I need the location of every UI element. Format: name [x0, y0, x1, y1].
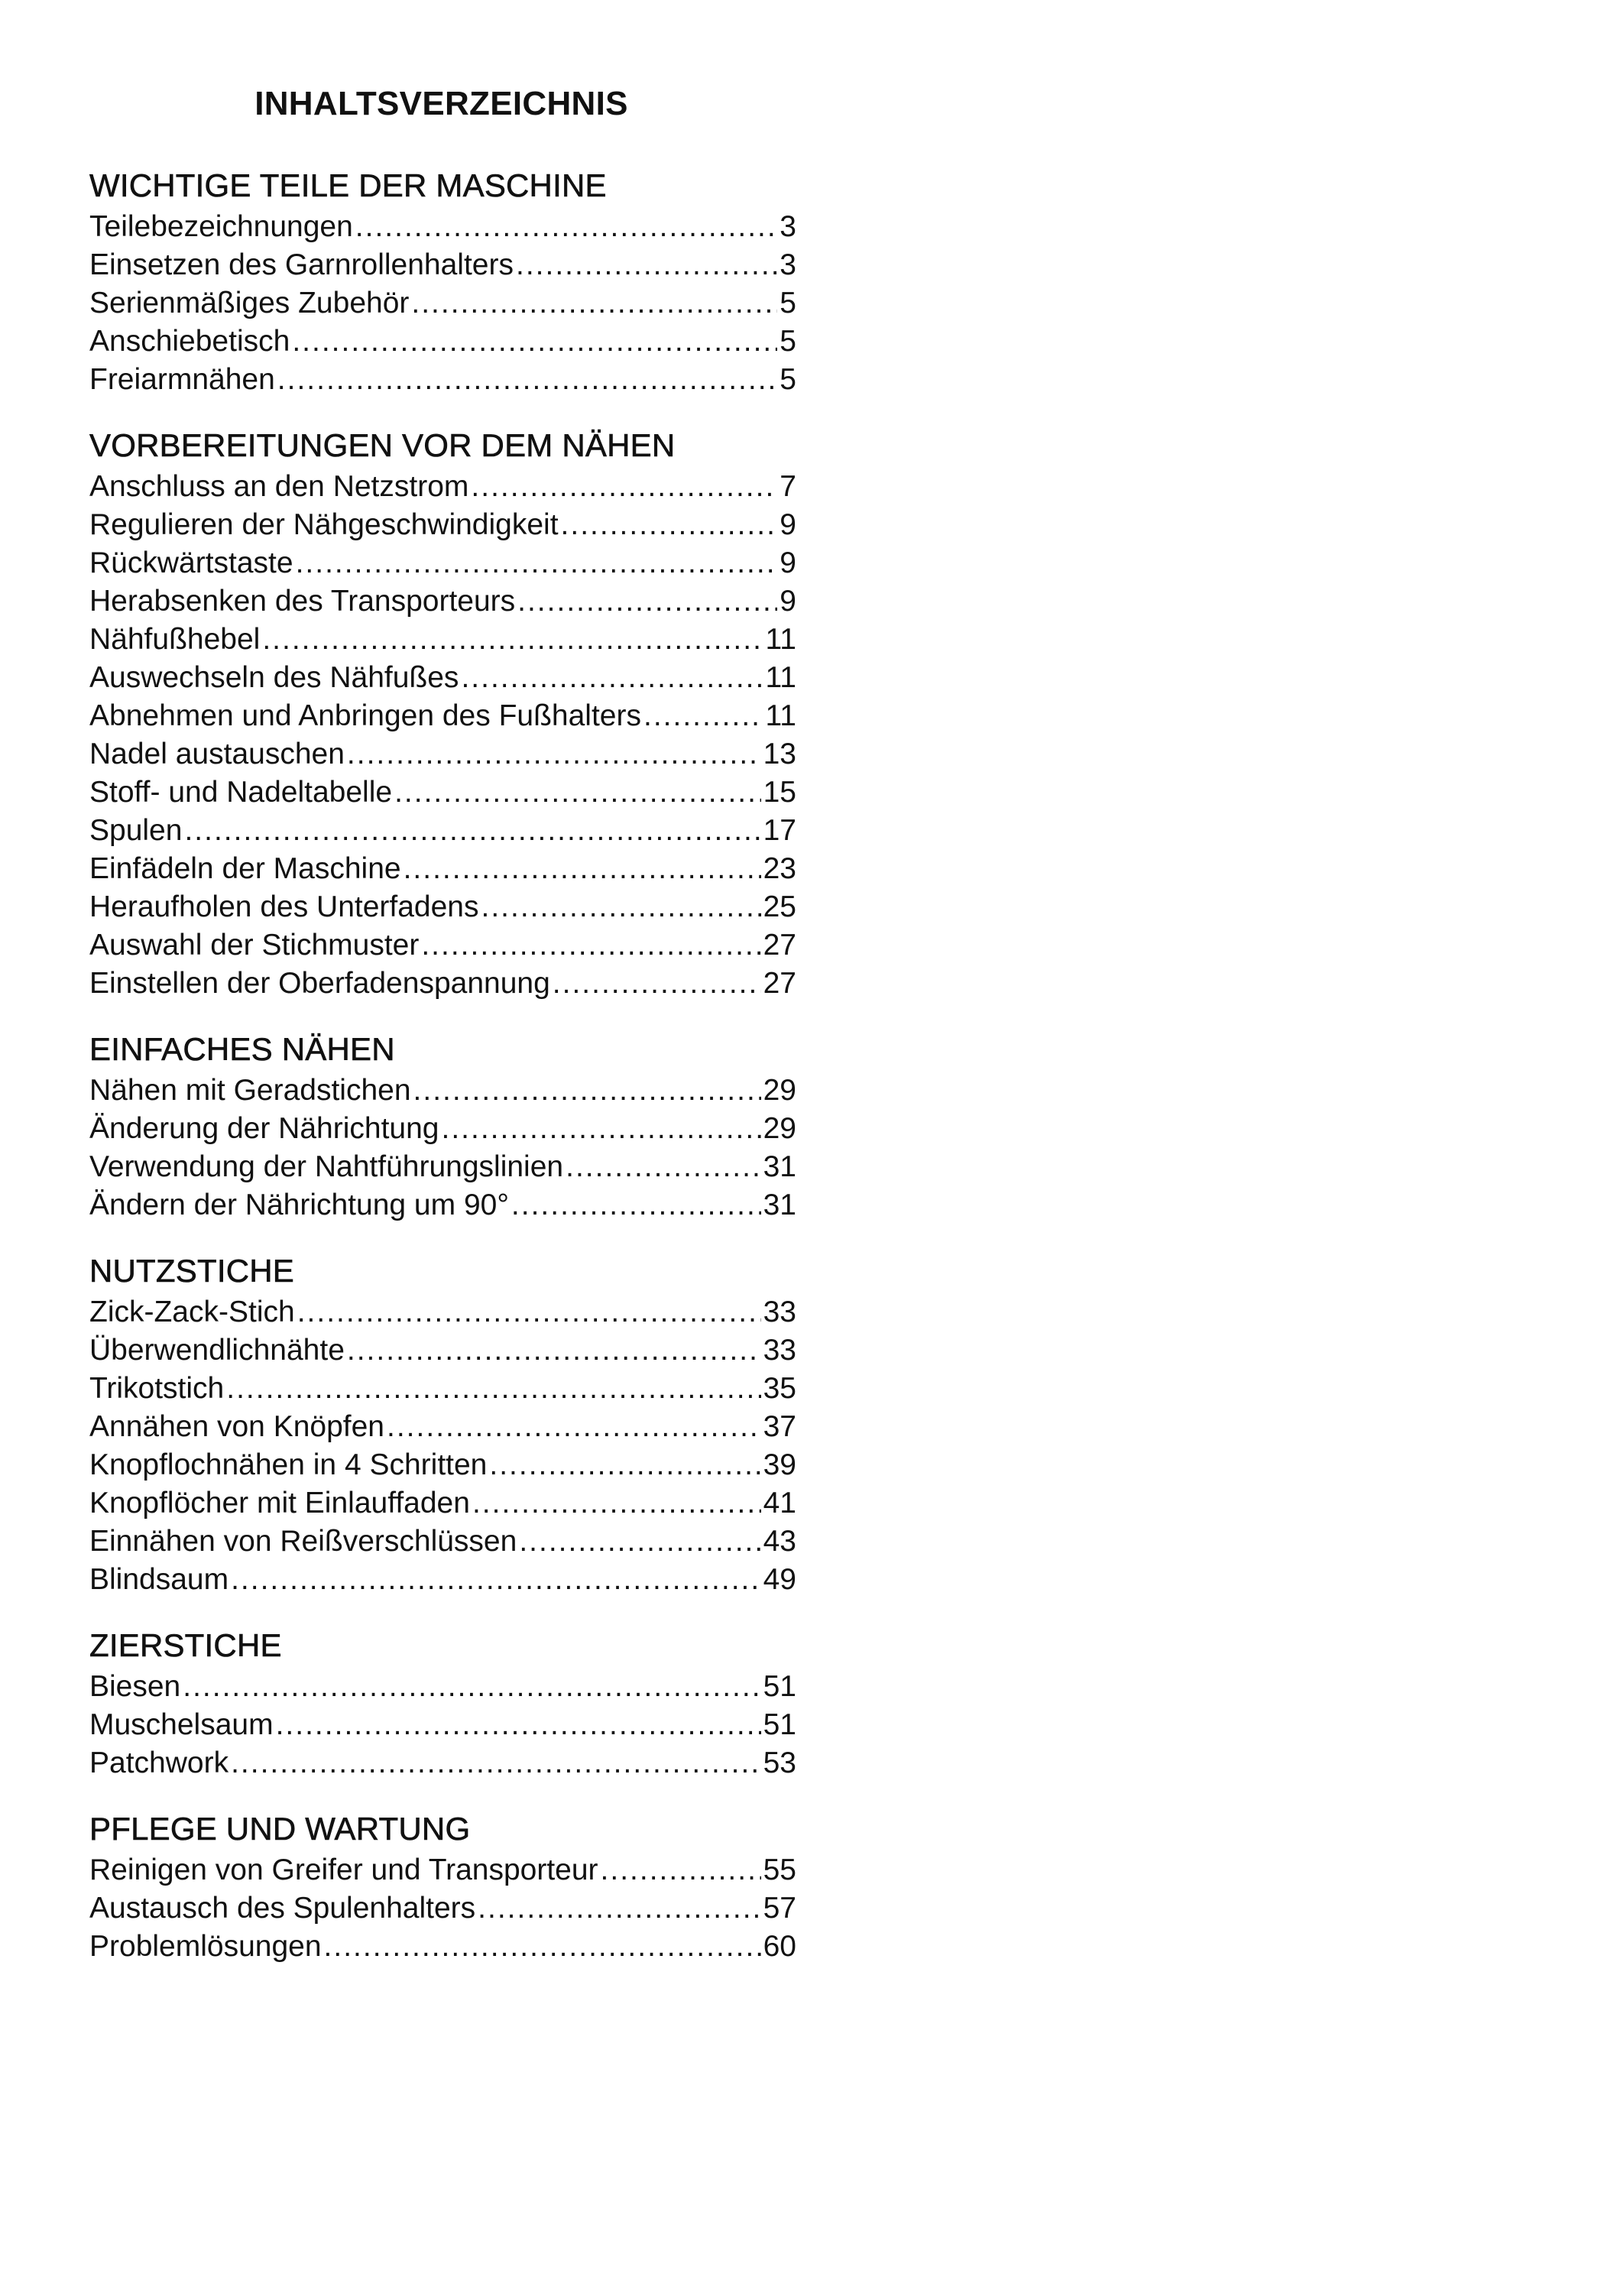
toc-entry-label: Anschluss an den Netzstrom: [89, 470, 469, 503]
toc-entry-page-number: 37: [763, 1410, 796, 1443]
toc-entry-label: Ändern der Nährichtung um 90°: [89, 1189, 509, 1221]
toc-entry[interactable]: [89, 1744, 796, 1782]
toc-entry-label: Problemlösungen: [89, 1930, 322, 1963]
toc-entry-label: Abnehmen und Anbringen des Fußhalters: [89, 699, 641, 732]
toc-entry-page-number: 9: [780, 585, 796, 618]
toc-entry-label: Nähen mit Geradstichen: [89, 1074, 411, 1107]
toc-entry-page-number: 53: [763, 1747, 796, 1779]
toc-entry-page-number: 43: [763, 1525, 796, 1558]
toc-entry-page-number: 15: [763, 776, 796, 809]
toc-entry-page-number: 3: [780, 248, 796, 281]
section-entries: [89, 1851, 796, 1966]
toc-entry-label: Trikotstich: [89, 1372, 225, 1405]
dot-leader: [561, 506, 778, 544]
toc-entry-page-number: 9: [780, 546, 796, 579]
dot-leader: [472, 1484, 761, 1523]
toc-entry-page-number: 31: [763, 1150, 796, 1183]
toc-entry[interactable]: [89, 659, 796, 697]
dot-leader: [355, 208, 778, 246]
dot-leader: [481, 888, 761, 926]
dot-leader: [461, 659, 763, 697]
section-heading: PFLEGE UND WARTUNG: [89, 1811, 471, 1847]
toc-entry-page-number: 60: [763, 1930, 796, 1963]
toc-entry-label: Rückwärtstaste: [89, 546, 293, 579]
toc-entry[interactable]: [89, 621, 796, 659]
section-heading: NUTZSTICHE: [89, 1253, 294, 1289]
toc-entry[interactable]: [89, 1851, 796, 1889]
toc-entry[interactable]: [89, 582, 796, 621]
toc-section: [89, 167, 796, 399]
toc-entry-label: Regulieren der Nähgeschwindigkeit: [89, 508, 559, 541]
toc-entry-label: Nähfußhebel: [89, 623, 261, 656]
toc-entry[interactable]: [89, 812, 796, 850]
dot-leader: [478, 1889, 760, 1928]
toc-entry-page-number: 7: [780, 470, 796, 503]
toc-entry-label: Knopflöcher mit Einlauffaden: [89, 1487, 470, 1519]
dot-leader: [231, 1561, 761, 1599]
toc-entry-page-number: 11: [765, 661, 796, 694]
toc-entry-label: Anschiebetisch: [89, 325, 290, 358]
toc-entry-page-number: 41: [763, 1487, 796, 1519]
dot-leader: [511, 1186, 761, 1224]
toc-entry-page-number: 49: [763, 1563, 796, 1596]
section-entries: [89, 468, 796, 1003]
dot-leader: [292, 323, 777, 361]
toc-entry[interactable]: [89, 1484, 796, 1523]
toc-entry[interactable]: [89, 208, 796, 246]
toc-entry[interactable]: [89, 1072, 796, 1110]
toc-entry[interactable]: [89, 1668, 796, 1706]
toc-entry[interactable]: [89, 506, 796, 544]
toc-entry[interactable]: [89, 735, 796, 774]
toc-entry-label: Blindsaum: [89, 1563, 229, 1596]
toc-entry[interactable]: [89, 323, 796, 361]
section-heading: ZIERSTICHE: [89, 1627, 282, 1663]
section-entries: [89, 1668, 796, 1782]
dot-leader: [404, 850, 761, 888]
toc-entry[interactable]: [89, 926, 796, 965]
toc-entry-page-number: 13: [763, 738, 796, 770]
toc-entry-label: Einfädeln der Maschine: [89, 852, 401, 885]
toc-entry-label: Muschelsaum: [89, 1708, 274, 1741]
section-heading: WICHTIGE TEILE DER MASCHINE: [89, 167, 607, 203]
dot-leader: [296, 544, 778, 582]
toc-entry[interactable]: [89, 1408, 796, 1446]
toc-entry-label: Auswechseln des Nähfußes: [89, 661, 459, 694]
dot-leader: [347, 735, 761, 774]
section-entries: [89, 1072, 796, 1224]
toc-entry[interactable]: [89, 1889, 796, 1928]
section-heading: VORBEREITUNGEN VOR DEM NÄHEN: [89, 427, 676, 463]
toc-entry-page-number: 5: [780, 363, 796, 396]
toc-entry-page-number: 9: [780, 508, 796, 541]
toc-entry-page-number: 11: [765, 699, 796, 732]
toc-entry-page-number: 57: [763, 1892, 796, 1925]
toc-entry[interactable]: [89, 1331, 796, 1370]
section-entries: [89, 1293, 796, 1599]
dot-leader: [553, 965, 761, 1003]
toc-entry[interactable]: [89, 697, 796, 735]
dot-leader: [643, 697, 763, 735]
toc-entry-page-number: 29: [763, 1074, 796, 1107]
toc-entry-label: Zick-Zack-Stich: [89, 1296, 295, 1328]
toc-entry[interactable]: [89, 544, 796, 582]
dot-leader: [347, 1331, 761, 1370]
toc-entry[interactable]: [89, 468, 796, 506]
toc-entry-label: Austausch des Spulenhalters: [89, 1892, 476, 1925]
dot-leader: [183, 1668, 760, 1706]
toc-entry-page-number: 27: [763, 967, 796, 1000]
toc-entry-page-number: 35: [763, 1372, 796, 1405]
dot-leader: [441, 1110, 760, 1148]
toc-entry-label: Spulen: [89, 814, 183, 847]
page-title: INHALTSVERZEICHNIS: [254, 85, 628, 122]
dot-leader: [394, 774, 761, 812]
toc-entry[interactable]: [89, 1706, 796, 1744]
dot-leader: [231, 1744, 761, 1782]
dot-leader: [519, 1523, 760, 1561]
toc-entry-label: Freiarmnähen: [89, 363, 275, 396]
toc-entry[interactable]: [89, 1928, 796, 1966]
toc-entry-label: Serienmäßiges Zubehör: [89, 287, 410, 319]
section-heading: EINFACHES NÄHEN: [89, 1031, 395, 1067]
toc-section: [89, 426, 796, 1003]
toc-entry-label: Einstellen der Oberfadenspannung: [89, 967, 550, 1000]
toc-entry-page-number: 25: [763, 890, 796, 923]
dot-leader: [297, 1293, 761, 1331]
toc-entry-label: Annähen von Knöpfen: [89, 1410, 385, 1443]
toc-entry-page-number: 17: [763, 814, 796, 847]
toc-entry-label: Biesen: [89, 1670, 181, 1703]
toc-entry[interactable]: [89, 284, 796, 323]
toc-entry-page-number: 3: [780, 210, 796, 243]
toc-section: [89, 1810, 796, 1966]
toc-entry[interactable]: [89, 774, 796, 812]
toc-entry-page-number: 33: [763, 1334, 796, 1367]
toc-entry[interactable]: [89, 1110, 796, 1148]
toc-entry[interactable]: [89, 361, 796, 399]
toc-entry[interactable]: [89, 1370, 796, 1408]
toc-entry[interactable]: [89, 1148, 796, 1186]
toc-entry-page-number: 31: [763, 1189, 796, 1221]
toc-entry-page-number: 51: [763, 1670, 796, 1703]
table-of-contents: [89, 167, 796, 1966]
toc-entry-page-number: 39: [763, 1448, 796, 1481]
toc-entry-label: Einsetzen des Garnrollenhalters: [89, 248, 514, 281]
dot-leader: [184, 812, 760, 850]
toc-section: [89, 1252, 796, 1599]
toc-entry-label: Teilebezeichnungen: [89, 210, 353, 243]
toc-entry-page-number: 29: [763, 1112, 796, 1145]
section-entries: [89, 208, 796, 399]
toc-entry[interactable]: [89, 246, 796, 284]
dot-leader: [262, 621, 763, 659]
dot-leader: [516, 246, 777, 284]
toc-entry-label: Auswahl der Stichmuster: [89, 929, 420, 962]
toc-entry-page-number: 51: [763, 1708, 796, 1741]
toc-entry[interactable]: [89, 1186, 796, 1224]
dot-leader: [421, 926, 760, 965]
toc-entry-label: Patchwork: [89, 1747, 229, 1779]
dot-leader: [411, 284, 777, 323]
dot-leader: [226, 1370, 760, 1408]
toc-entry-label: Einnähen von Reißverschlüssen: [89, 1525, 517, 1558]
toc-entry-page-number: 27: [763, 929, 796, 962]
dot-leader: [601, 1851, 761, 1889]
toc-entry-label: Änderung der Nährichtung: [89, 1112, 439, 1145]
dot-leader: [324, 1928, 761, 1966]
toc-entry[interactable]: [89, 1523, 796, 1561]
toc-entry-page-number: 55: [763, 1854, 796, 1886]
toc-entry[interactable]: [89, 1293, 796, 1331]
toc-entry-label: Herabsenken des Transporteurs: [89, 585, 516, 618]
dot-leader: [276, 1706, 761, 1744]
dot-leader: [489, 1446, 760, 1484]
toc-section: [89, 1627, 796, 1782]
toc-entry-label: Nadel austauschen: [89, 738, 345, 770]
dot-leader: [277, 361, 778, 399]
toc-entry-page-number: 23: [763, 852, 796, 885]
dot-leader: [413, 1072, 761, 1110]
toc-entry[interactable]: [89, 1561, 796, 1599]
toc-entry[interactable]: [89, 888, 796, 926]
dot-leader: [566, 1148, 761, 1186]
toc-entry-label: Überwendlichnähte: [89, 1334, 345, 1367]
toc-entry-label: Heraufholen des Unterfadens: [89, 890, 479, 923]
toc-section: [89, 1030, 796, 1224]
toc-entry-page-number: 5: [780, 325, 796, 358]
toc-entry-label: Knopflochnähen in 4 Schritten: [89, 1448, 488, 1481]
toc-entry-label: Reinigen von Greifer und Transporteur: [89, 1854, 598, 1886]
toc-entry-page-number: 5: [780, 287, 796, 319]
dot-leader: [517, 582, 777, 621]
toc-entry-label: Verwendung der Nahtführungslinien: [89, 1150, 564, 1183]
toc-entry[interactable]: [89, 1446, 796, 1484]
toc-entry-page-number: 33: [763, 1296, 796, 1328]
dot-leader: [471, 468, 777, 506]
toc-entry[interactable]: [89, 965, 796, 1003]
dot-leader: [387, 1408, 761, 1446]
toc-entry-label: Stoff- und Nadeltabelle: [89, 776, 393, 809]
toc-entry[interactable]: [89, 850, 796, 888]
toc-entry-page-number: 11: [765, 623, 796, 656]
